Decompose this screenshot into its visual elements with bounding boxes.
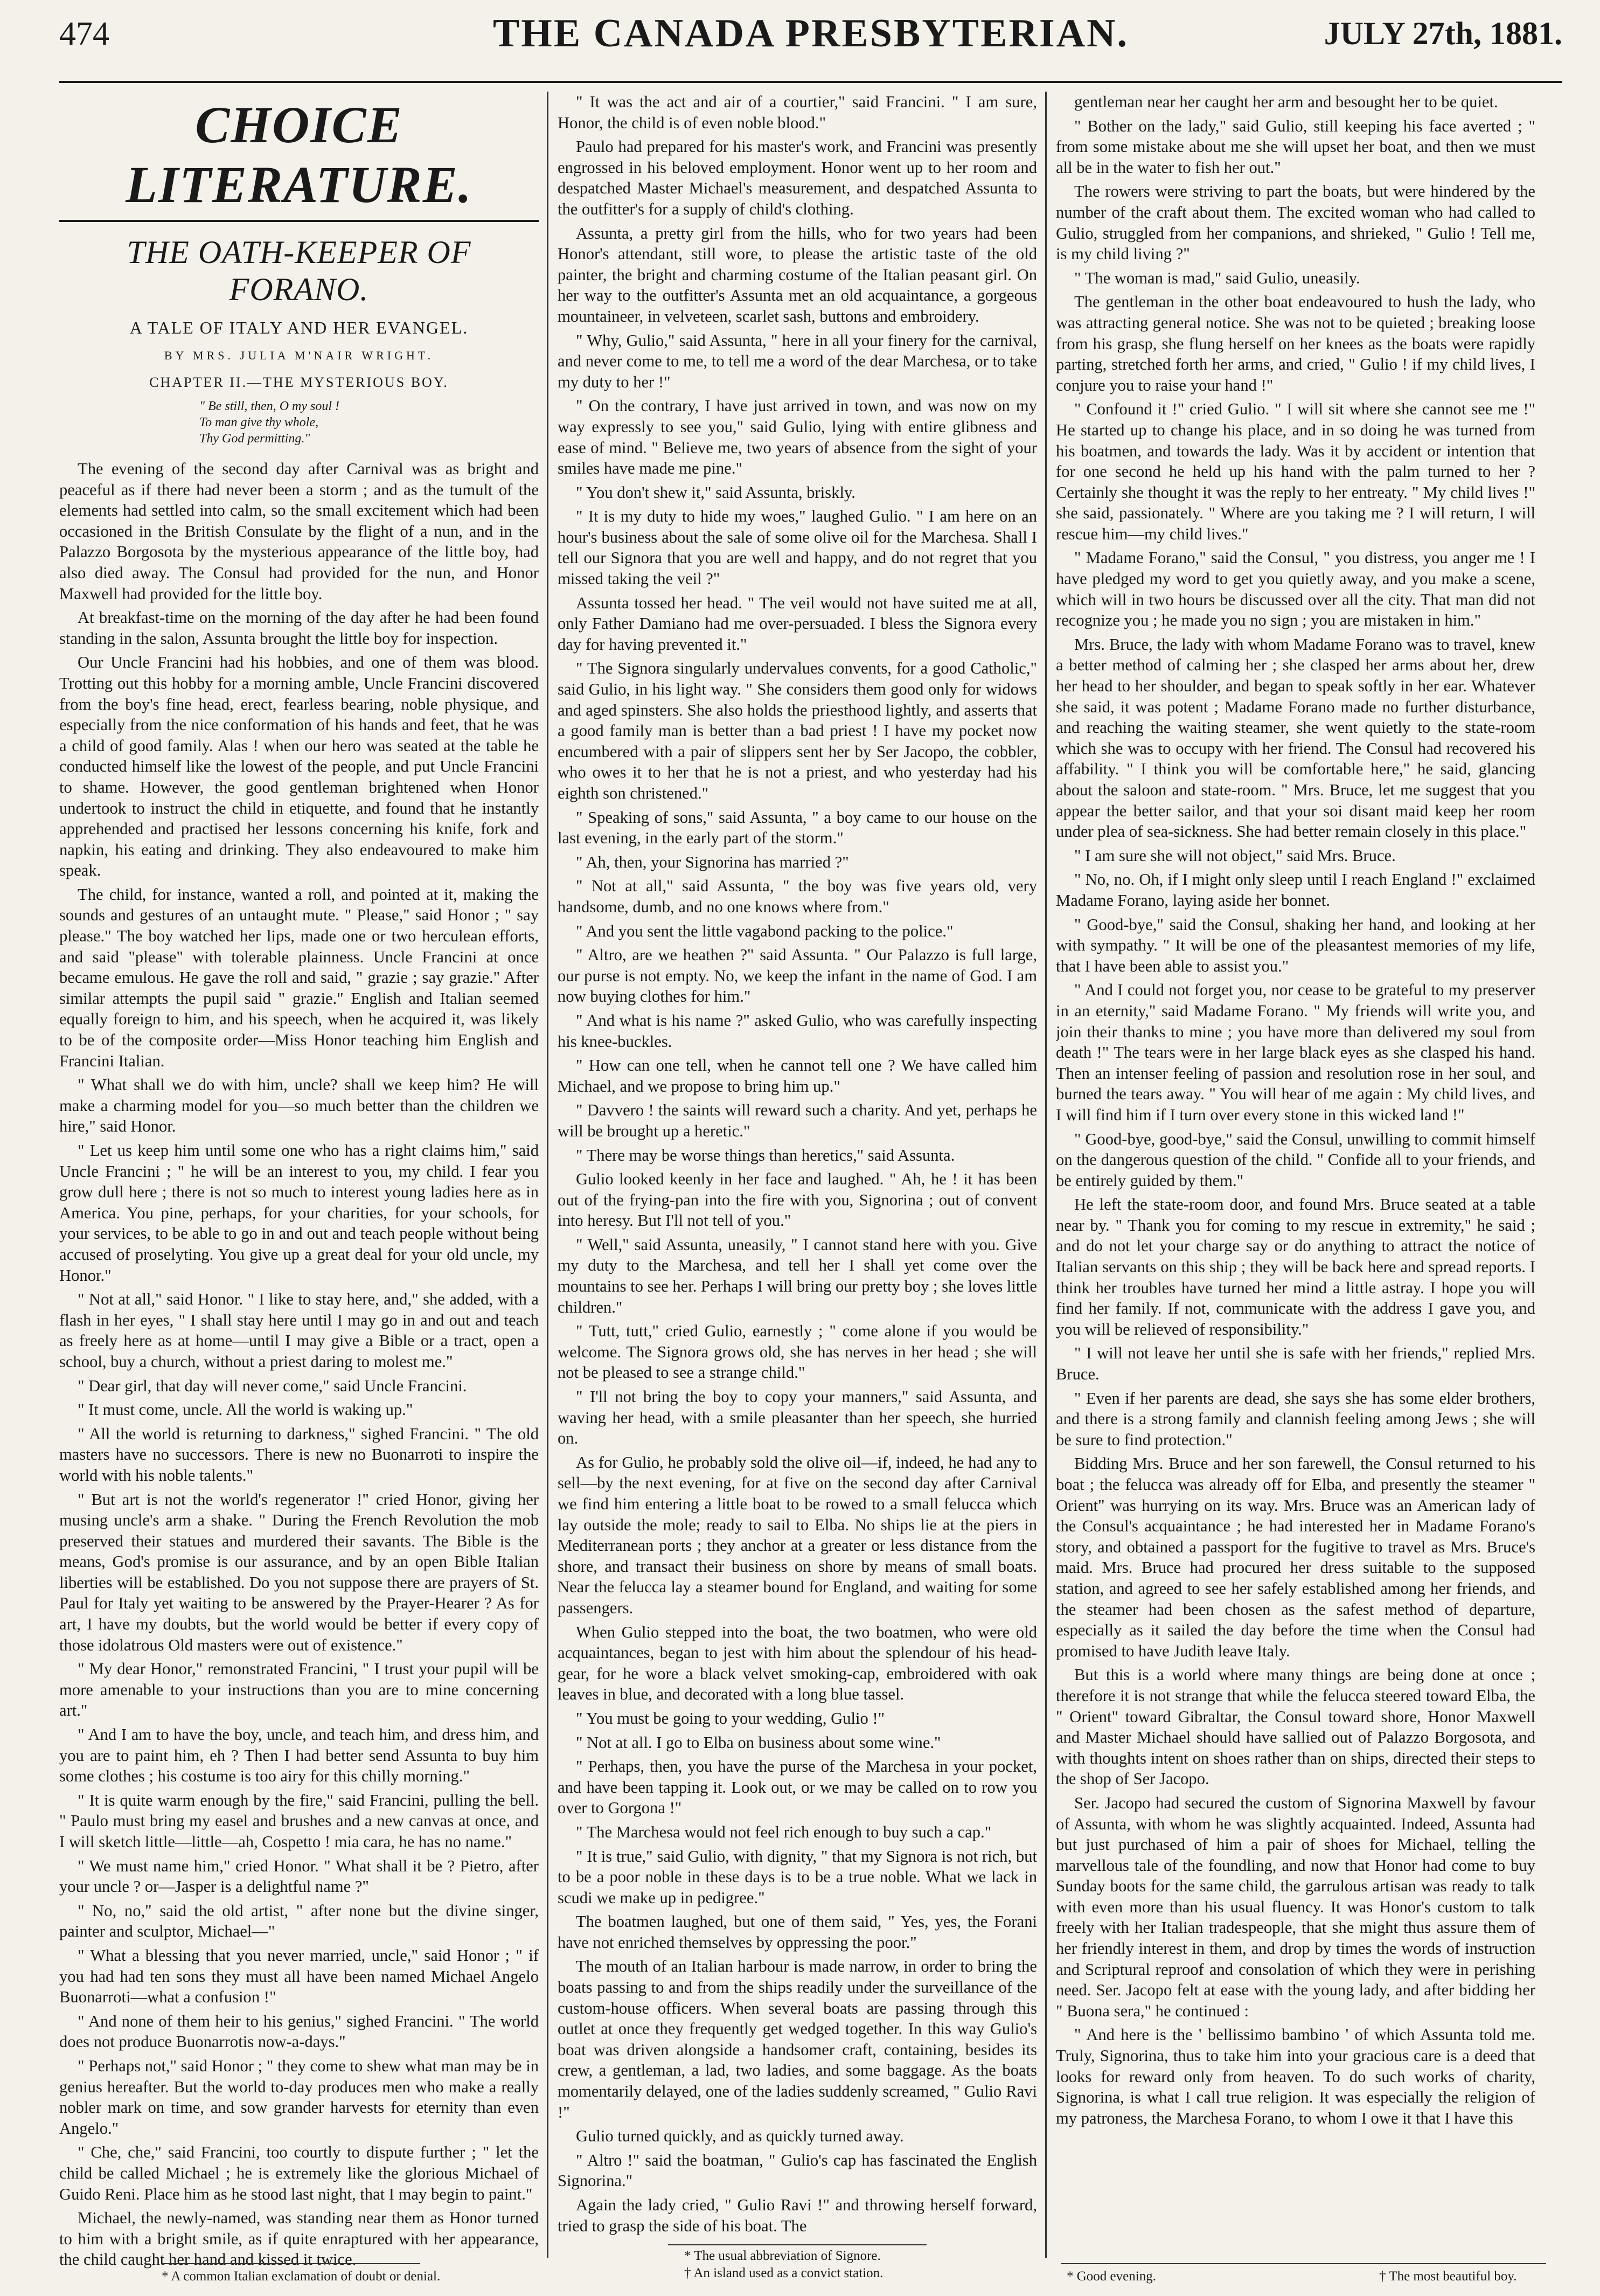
paragraph: " And what is his name ?" asked Gulio, who was carefully inspecting his knee-buckles. bbox=[558, 1011, 1037, 1051]
paragraph: " Ah, then, your Signorina has married ?" bbox=[576, 852, 849, 871]
paragraph: " Madame Forano," said the Consul, " you distress, you anger me ! I have pledged my word to get you quietly away, and you make a scene, which will in two hours be discussed over all the city. That man did not recognize you ; he made you no sign ; you are mistaken in him." bbox=[1056, 549, 1535, 630]
paragraph: " And none of them heir to his genius," sighed Francini. " The world does not produce Buonarrotis now-a-days." bbox=[59, 2011, 539, 2051]
column-3-body bbox=[1056, 92, 1535, 2128]
footnote: * The usual abbreviation of Signore. bbox=[684, 2249, 881, 2263]
paragraph: The boatmen laughed, but one of them said, " Yes, yes, the Forani have not enriched themselves by oppressing the poor." bbox=[558, 1912, 1037, 1952]
paragraph: " We must name him," cried Honor. " What shall it be ? Pietro, after your uncle ? or—Jasper is a delightful name ?" bbox=[59, 1856, 539, 1896]
paragraph: " Even if her parents are dead, she says she has some elder brothers, and there is a strong family and clannish feeling among Jews ; she will be sure to find protection." bbox=[1056, 1389, 1535, 1449]
paragraph: " And I could not forget you, nor cease to be grateful to my preserver in an eternity," said Madame Forano. " My friends will write you, and join their thanks to mine ; you have more than delivered my soul from death !" The tears were in her large black eyes as she clasped his hand. Then an intenser feeling of passion and resolution rose in her soul, and burned the tears away. " You will hear of me again : My child lives, and I will find him if I turn over every stone in this wicked land !" bbox=[1056, 981, 1535, 1124]
paragraph: Again the lady cried, " Gulio Ravi !" and throwing herself forward, tried to grasp the side of his boat. The bbox=[558, 2196, 1037, 2235]
paragraph: " You don't shew it," said Assunta, briskly. bbox=[576, 483, 855, 502]
paragraph: Michael, the newly-named, was standing near them as Honor turned to him with a bright smile, as if quite enraptured with her appearance, the child caught her hand and kissed it twice. bbox=[59, 2209, 539, 2269]
footnote-rule bbox=[1061, 2263, 1546, 2264]
story-subtitle: A TALE OF ITALY AND HER EVANGEL. bbox=[129, 318, 469, 337]
column-3 bbox=[1056, 92, 1535, 2269]
paragraph: " But art is not the world's regenerator !" cried Honor, giving her musing uncle's arm a shake. " During the French Revolution the mob preserved their statues and murdered their savants. The Bible is the means, God's promise is our assurance, and by an open Bible Italian liberties will be established. Do you not suppose there are prayers of St. Paul for Italy yet waiting to be answered by the Prayer-Hearer ? As for art, I have my doubts, but the world would be better if every copy of those idolatrous Old masters were out of existence." bbox=[59, 1490, 539, 1654]
footnote-rule bbox=[668, 2244, 927, 2245]
paragraph: " Altro !" said the boatman, " Gulio's cap has fascinated the English Signorina." bbox=[558, 2151, 1037, 2190]
paragraph: " Not at all," said Assunta, " the boy was five years old, very handsome, dumb, and no one knows where from." bbox=[558, 877, 1037, 916]
paragraph: The rowers were striving to part the boats, but were hindered by the number of the craft about them. The excited woman who had called to Gulio, struggled from her companions, and shrieked, " Gulio ! Tell me, is my child living ?" bbox=[1056, 182, 1535, 263]
section-rule bbox=[59, 220, 539, 222]
paragraph: Bidding Mrs. Bruce and her son farewell, the Consul returned to his boat ; the felucca was already off for Elba, and presently the steamer " Orient" was hurrying on its way. Mrs. Bruce was an American lady of the Consul's acquaintance ; he had interested her in Madame Forano's story, and obtained a passport for the fugitive to travel as Mrs. Bruce's maid. Mrs. Bruce had procured her dress suitable to the supposed station, and agreed to see her safely established among her friends, and the steamer had been chosen as the safest method of departure, especially as it sailed the day before the time when the Consul had promised to have Judith leave Italy. bbox=[1056, 1454, 1535, 1660]
paragraph: " Confound it !" cried Gulio. " I will sit where she cannot see me !" He started up to change his place, and in so doing he was turned from his boatmen, and towards the lady. Was it by accident or intention that for one second he held up his hand with the palm turned to her ? Certainly she thought it was the reply to her entreaty. " My child lives !" she said, passionately. " Where are you taking me ? I will return, I will rescue him—my child lives." bbox=[1056, 400, 1535, 543]
paragraph: " Well," said Assunta, uneasily, " I cannot stand here with you. Give my duty to the Marchesa, and tell her I shall yet come over the mountains to see her. Perhaps I will bring our pretty boy ; she loves little children." bbox=[558, 1235, 1037, 1316]
paragraph: " Perhaps, then, you have the purse of the Marchesa in your pocket, and have been tapping it. Look out, or we may be called on to row you over to Gorgona !" bbox=[558, 1757, 1037, 1818]
issue-date: JULY 27th, 1881. bbox=[1324, 16, 1562, 51]
paragraph: " Perhaps not," said Honor ; " they come to shew what man may be in genius hereafter. But the world to-day produces men who make a really nobler mark on time, and sow grander harvests for eternity than even Angelo." bbox=[59, 2056, 539, 2138]
paragraph: " The Signora singularly undervalues convents, for a good Catholic," said Gulio, in his light way. " She considers them good only for widows and aged spinsters. She also holds the priesthood lightly, and asserts that a good family man is better than a bad priest ! I have my pocket now encumbered with a pair of slippers sent her by Ser Jacopo, the cobbler, who owes it to her that he is not a priest, and who yesterday had his eighth son christened." bbox=[558, 659, 1037, 802]
paragraph: " What a blessing that you never married, uncle," said Honor ; " if you had had ten sons they must all have been named Michael Angelo Buonarroti—what a confusion !" bbox=[59, 1946, 539, 2007]
paragraph: " Dear girl, that day will never come," said Uncle Francini. bbox=[78, 1376, 467, 1395]
epigraph bbox=[199, 398, 539, 447]
paragraph: " Bother on the lady," said Gulio, still keeping his face averted ; " from some mistake about me she will upset her boat, and then we must all be in the water to fish her out." bbox=[1056, 116, 1535, 177]
paragraph: " On the contrary, I have just arrived in town, and was now on my way expressly to see you," said Gulio, lying with entire glibness and ease of mind. " Believe me, two years of absence from the sight of your smiles have made me pine." bbox=[558, 397, 1037, 478]
paragraph: " How can one tell, when he cannot tell one ? We have called him Michael, and we propose to bring him up." bbox=[558, 1056, 1037, 1095]
column-2 bbox=[558, 92, 1037, 2269]
column-divider bbox=[547, 92, 548, 2258]
page-number: 474 bbox=[59, 16, 109, 52]
paragraph: As for Gulio, he probably sold the olive oil—if, indeed, he had any to sell—by the next evening, for at five on the second day after Carnival we find him entering a little boat to be rowed to a small felucca which lay outside the mole; ready to sail to Elba. No ships lie at the piers in Mediterranean ports ; they anchor at a greater or less distance from the shore, and transact their business on shore by means of small boats. Near the felucca lay a steamer bound for England, and waiting for some passengers. bbox=[558, 1453, 1037, 1617]
page-header bbox=[59, 0, 1562, 81]
paragraph: " You must be going to your wedding, Gulio !" bbox=[576, 1709, 885, 1728]
paragraph: He left the state-room door, and found Mrs. Bruce seated at a table near by. " Thank you for coming to my rescue in extremity," he said ; and do not let your charge say or do anything to attract the notice of Italian servants on this ship ; they will be back here and spread reports. I think her troubles have turned her mind a little astray. I hope you will find her family. If not, communicate with the address I gave you, and you will be relieved of responsibility." bbox=[1056, 1195, 1535, 1338]
story-title: THE OATH-KEEPER OF FORANO. bbox=[127, 234, 471, 307]
paragraph: " Not at all," said Honor. " I like to stay here, and," she added, with a flash in her eyes, " I shall stay here until I may go in and out and teach as freely here as at home—until I may give a Bible or a tract, open a school, buy a church, without a priest daring to molest me." bbox=[59, 1290, 539, 1371]
paragraph: " It must come, uncle. All the world is waking up." bbox=[78, 1400, 413, 1419]
paragraph: The child, for instance, wanted a roll, and pointed at it, making the sounds and gestures of an untaught mute. " Please," said Honor ; " say please." The boy watched her lips, made one or two herculean efforts, and said "please" with tolerable plainness. Uncle Francini at once became emulous. He gave the roll and said, " grazie ; say grazie." After similar attempts the pupil said " grazie." English and Italian seemed equally foreign to him, and his speech, when he acquired it, was likely to be of the composite order—Miss Honor teaching him English and Francini Italian. bbox=[59, 885, 539, 1070]
chapter-heading: CHAPTER II.—THE MYSTERIOUS BOY. bbox=[149, 374, 449, 390]
paragraph: " All the world is returning to darkness," sighed Francini. " The old masters have no successors. There is new no Buonarroti to inspire the world with his noble talents." bbox=[59, 1424, 539, 1485]
paragraph: Our Uncle Francini had his hobbies, and one of them was blood. Trotting out this hobby for a morning amble, Uncle Francini discovered from the boy's fine head, erect, fearless bearing, noble physique, and especially from the nice conformation of his hands and feet, that he was a child of good family. Alas ! when our hero was seated at the table he conducted himself like the lowest of the people, and put Uncle Francini to shame. However, the good gentleman brightened when Honor undertook to instruct the child in etiquette, and found that he instantly apprehended and practised her lessons concerning his knife, fork and napkin, his eating and drinking. They also endeavoured to make him speak. bbox=[59, 653, 539, 880]
paragraph: " It is my duty to hide my woes," laughed Gulio. " I am here on an hour's business about the sale of some olive oil for the Marchesa. Shall I tell our Signora that you are well and happy, and do not regret that you missed taking the veil ?" bbox=[558, 507, 1037, 588]
paragraph: " Tutt, tutt," cried Gulio, earnestly ; " come alone if you would be welcome. The Signora grows old, she has nerves in her head ; she will not be pleased to see a strange child." bbox=[558, 1322, 1037, 1382]
paragraph: " I will not leave her until she is safe with her friends," replied Mrs. Bruce. bbox=[1056, 1344, 1535, 1384]
paragraph: " My dear Honor," remonstrated Francini, " I trust your pupil will be more amenable to your instructions than you are to mine concerning art." bbox=[59, 1660, 539, 1720]
header-rule bbox=[59, 81, 1562, 83]
paragraph: " And I am to have the boy, uncle, and teach him, and dress him, and you are to paint him, eh ? Then I had better send Assunta to buy him some clothes ; his costume is too airy for this chilly morning." bbox=[59, 1725, 539, 1786]
paragraph: The gentleman in the other boat endeavoured to hush the lady, who was attracting general notice. She was not to be quieted ; breaking loose from his grasp, she flung herself on her knees as the boats were rapidly parting, stretched forth her arms, and cried, " Gulio ! if my child lives, I conjure you to raise your hand !" bbox=[1056, 293, 1535, 394]
paragraph: The mouth of an Italian harbour is made narrow, in order to bring the boats passing to and from the ships readily under the surveillance of the custom-house officers. When several boats are passing through this outlet at once they frequently get wedged together. In this way Gulio's boat was driven alongside a handsomer craft, containing, besides its crew, a gentleman, a lad, two ladies, and some baggage. As the boats momentarily delayed, one of the ladies suddenly screamed, " Gulio Ravi !" bbox=[558, 1957, 1037, 2121]
paragraph: Ser. Jacopo had secured the custom of Signorina Maxwell by favour of Assunta, with whom he was slightly acquainted. Indeed, Assunta had but just purchased of him a pair of shoes for Michael, telling the marvellous tale of the foundling, and now that Honor had come to buy Sunday boots for the same child, the garrulous artisan was ready to talk with even more than his usual fluency. It was Honor's custom to talk freely with her Italian tradespeople, that she might thus assure them of her friendly interest in them, and drop by times the words of instruction and Scriptural reproof and consolation of which they were in perishing need. Ser. Jacopo felt at ease with the young lady, and after bidding her " Buona sera," he continued : bbox=[1056, 1793, 1535, 2020]
paragraph: But this is a world where many things are being done at once ; therefore it is not strange that while the felucca steered toward Elba, the " Orient" toward Gibraltar, the Consul toward shore, Honor Maxwell and Master Michael should have sallied out of Palazzo Borgosota, and with thoughts intent on shoes rather than on ships, directed their steps to the shop of Ser Jacopo. bbox=[1056, 1666, 1535, 1788]
column-1 bbox=[59, 92, 539, 2269]
paragraph: " Why, Gulio," said Assunta, " here in all your finery for the carnival, and never come to me, to tell me a word of the dear Marchesa, or to take my duty to her !" bbox=[558, 331, 1037, 391]
paragraph: " What shall we do with him, uncle? shall we keep him? He will make a charming model for you—so much better than the children we hire," said Honor. bbox=[59, 1076, 539, 1136]
footnote: * A common Italian exclamation of doubt or denial. bbox=[162, 2269, 441, 2284]
paragraph: " Davvero ! the saints will reward such a charity. And yet, perhaps he will be brought up a heretic." bbox=[558, 1101, 1037, 1140]
paragraph: " Speaking of sons," said Assunta, " a boy came to our house on the last evening, in the early part of the storm." bbox=[558, 808, 1037, 848]
paragraph: " It was the act and air of a courtier," said Francini. " I am sure, Honor, the child is of even noble blood." bbox=[558, 93, 1037, 132]
paragraph: The evening of the second day after Carnival was as bright and peaceful as if there had never been a storm ; and as the tumult of the elements had settled into calm, so the small excitement which had been occasioned in the British Consulate by the flight of a nun, and in the Palazzo Borgosota by the mysterious appearance of the little boy, had also died away. The Consul had provided for the nun, and Honor Maxwell had provided for the little boy. bbox=[59, 460, 539, 603]
paragraph: At breakfast-time on the morning of the day after he had been found standing in the salon, Assunta brought the little boy for inspection. bbox=[59, 608, 539, 648]
footnote: † The most beautiful boy. bbox=[1379, 2269, 1517, 2284]
paragraph: " No, no. Oh, if I might only sleep until I reach England !" exclaimed Madame Forano, laying aside her bonnet. bbox=[1056, 870, 1535, 910]
column-1-body bbox=[59, 459, 539, 2269]
paragraph: " Good-bye, good-bye," said the Consul, unwilling to commit himself on the dangerous question of the child. " Confide all to your friends, and be entirely guided by them." bbox=[1056, 1129, 1535, 1190]
paragraph: " Altro, are we heathen ?" said Assunta. " Our Palazzo is full large, our purse is not empty. No, we keep the infant in the name of God. I am now buying clothes for him." bbox=[558, 946, 1037, 1006]
paragraph: Paulo had prepared for his master's work, and Francini was presently engrossed in his beloved employment. Honor went up to her room and despatched Master Michael's measurement, and despatched Assunta to the outfitter's for a supply of child's clothing. bbox=[558, 137, 1037, 218]
paragraph: Assunta, a pretty girl from the hills, who for two years had been Honor's attendant, still wore, to please the artistic taste of the old painter, the bright and charming costume of the Italian peasant girl. On her way to the outfitter's Assunta met an old acquaintance, a gorgeous mountaineer, in velveteen, scarlet sash, buttons and embroidery. bbox=[558, 224, 1037, 325]
paragraph: " Let us keep him until some one who has a right claims him," said Uncle Francini ; " he will be an interest to you, my child. I fear you grow dull here ; there is not so much to interest young ladies here as in America. You pine, perhaps, for your charities, for your schools, for your services, to be able to go in and out and teach people without being accused of proselyting. You give up a great deal for your old uncle, my Honor." bbox=[59, 1141, 539, 1285]
paragraph: " It is true," said Gulio, with dignity, " that my Signora is not rich, but to be a poor noble in these days is to be a true noble. What we lack in scudi we make up in pedigree." bbox=[558, 1847, 1037, 1907]
column-divider bbox=[1045, 92, 1047, 2258]
epigraph-line: Thy God permitting." bbox=[199, 432, 310, 446]
paragraph: Gulio turned quickly, and as quickly turned away. bbox=[576, 2127, 904, 2146]
footnote: * Good evening. bbox=[1067, 2269, 1156, 2284]
masthead: THE CANADA PRESBYTERIAN. bbox=[492, 11, 1129, 56]
paragraph: " And here is the ' bellissimo bambino ' of which Assunta told me. Truly, Signorina, thus to take him into your gracious care is a deed that looks for reward only from heaven. To do such works of charity, Signorina, is what I call true religion. It was especially the religion of my patroness, the Marchesa Forano, to whom I owe it that I have this bbox=[1056, 2026, 1535, 2127]
paragraph: " I'll not bring the boy to copy your manners," said Assunta, and waving her head, with a smile pleasanter than her speech, she hurried on. bbox=[558, 1388, 1037, 1448]
paragraph: Mrs. Bruce, the lady with whom Madame Forano was to travel, knew a better method of calming her ; she clasped her arms about her, drew her head to her shoulder, and began to speak softly in her ear. Whatever she said, it was potent ; Madame Forano made no further disturbance, and reaching the waiting steamer, she went quietly to the state-room which she was to occupy with her friend. The Consul had recovered his affability. " I think you will be comfortable here," he said, glancing about the saloon and state-room. " Mrs. Bruce, let me suggest that you appear the better sailor, and that your soi disant maid keep her room under plea of sea-sickness. She had better remain closely in this place." bbox=[1056, 635, 1535, 841]
byline: BY MRS. JULIA M'NAIR WRIGHT. bbox=[164, 349, 434, 362]
paragraph: " No, no," said the old artist, " after none but the divine singer, painter and sculptor, Michael—" bbox=[59, 1901, 539, 1941]
paragraph: " The Marchesa would not feel rich enough to buy such a cap." bbox=[576, 1822, 992, 1841]
paragraph: Gulio looked keenly in her face and laughed. " Ah, he ! it has been out of the frying-pan into the fire with you, Signorina ; out of convent into heresy. But I'll not tell of you." bbox=[558, 1170, 1037, 1230]
paragraph: Assunta tossed her head. " The veil would not have suited me at all, only Father Damiano had me over-persuaded. I bless the Signora every day for having prevented it." bbox=[558, 593, 1037, 654]
epigraph-line: To man give thy whole, bbox=[199, 415, 319, 429]
paragraph: " The woman is mad," said Gulio, uneasily. bbox=[1074, 268, 1360, 287]
column-2-body bbox=[558, 92, 1037, 2236]
paragraph: " Che, che," said Francini, too courtly to dispute further ; " let the child be called Michael ; he is extremely like the glorious Michael of Guido Reni. Place him as he stood last night, that I may begin to paint." bbox=[59, 2143, 539, 2203]
paragraph: " Not at all. I go to Elba on business about some wine." bbox=[576, 1733, 941, 1752]
paragraph: When Gulio stepped into the boat, the two boatmen, who were old acquaintances, began to jest with him about the splendour of his head-gear, for he wore a black velvet smoking-cap, embroidered with oak leaves in blue, and decorated with a long blue tassel. bbox=[558, 1622, 1037, 1704]
paragraph: " And you sent the little vagabond packing to the police." bbox=[576, 921, 954, 940]
paragraph: gentleman near her caught her arm and besought her to be quiet. bbox=[1074, 93, 1498, 111]
paragraph: " I am sure she will not object," said Mrs. Bruce. bbox=[1074, 846, 1396, 865]
epigraph-line: " Be still, then, O my soul ! bbox=[199, 399, 340, 413]
paragraph: " It is quite warm enough by the fire," said Francini, pulling the bell. " Paulo must bring my easel and brushes and a new canvas at once, and I will sketch little—little—ah, Cospetto ! mia cara, he has no name." bbox=[59, 1791, 539, 1851]
footnote-rule bbox=[162, 2263, 420, 2264]
paragraph: " Good-bye," said the Consul, shaking her hand, and looking at her with sympathy. " It will be one of the pleasantest memories of my life, that I have been able to assist you." bbox=[1056, 915, 1535, 975]
footnote: † An island used as a convict station. bbox=[684, 2266, 884, 2280]
section-title: CHOICE LITERATURE. bbox=[126, 96, 472, 213]
paragraph: " There may be worse things than heretics," said Assunta. bbox=[576, 1146, 955, 1164]
